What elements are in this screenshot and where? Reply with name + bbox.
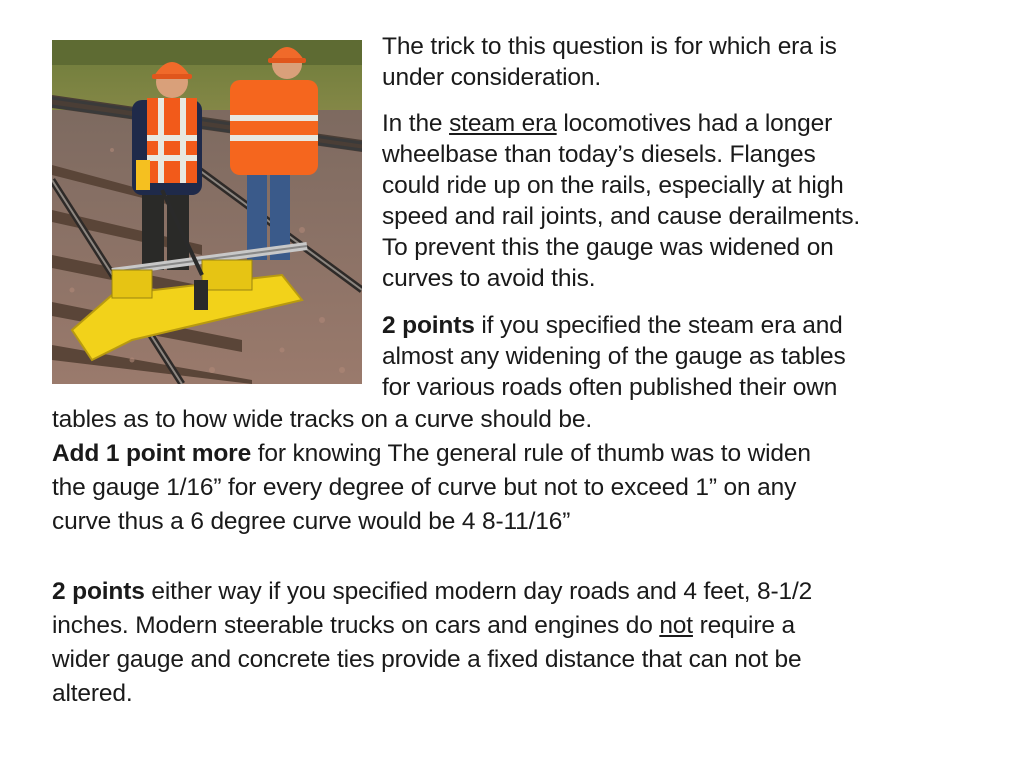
- track-workers-illustration: [52, 40, 362, 384]
- modern-line-1-rest: either way if you specified modern day roads and 4 feet, 8-1/2: [144, 578, 813, 605]
- steam-points-paragraph: [382, 310, 982, 403]
- extra-point-label: Add 1 point more: [52, 440, 252, 467]
- modern-paragraph: [52, 576, 992, 709]
- intro-line-2: under consideration.: [382, 64, 602, 91]
- modern-line-2-end: require a: [692, 612, 795, 639]
- modern-line-2: [52, 610, 992, 641]
- modern-line-2-start: inches. Modern steerable trucks on cars and engines do: [52, 612, 660, 639]
- steam-line-2: wheelbase than today’s diesels. Flanges: [382, 141, 816, 168]
- extra-line-1-rest: for knowing The general rule of thumb was to widen: [251, 440, 811, 467]
- steam-points-line-4: tables as to how wide tracks on a curve should be.: [52, 406, 592, 433]
- steam-era-term: steam era: [449, 110, 557, 137]
- steam-points-line-1-rest: if you specified the steam era and: [474, 312, 843, 339]
- extra-line-2: the gauge 1/16” for every degree of curve but not to exceed 1” on any: [52, 474, 797, 501]
- steam-points-label: 2 points: [382, 312, 475, 339]
- extra-line-3: curve thus a 6 degree curve would be 4 8-11/16”: [52, 508, 571, 535]
- intro-paragraph: [382, 31, 982, 93]
- modern-points-label: 2 points: [52, 578, 145, 605]
- extra-line-1: [52, 438, 992, 469]
- steam-line-5: To prevent this the gauge was widened on: [382, 234, 834, 261]
- steam-line-3: could ride up on the rails, especially at high: [382, 172, 844, 199]
- modern-line-4: altered.: [52, 680, 133, 707]
- not-emphasis: not: [659, 612, 693, 639]
- intro-line-1: The trick to this question is for which era is: [382, 33, 837, 60]
- steam-points-line-1: [382, 310, 982, 341]
- steam-points-line-2: almost any widening of the gauge as tables: [382, 343, 846, 370]
- full-width-text: [52, 404, 992, 537]
- steam-era-paragraph: [382, 108, 982, 294]
- modern-line-3: wider gauge and concrete ties provide a fixed distance that can not be: [52, 646, 802, 673]
- track-workers-photo: [52, 40, 362, 384]
- steam-line-1-start: In the: [382, 110, 450, 137]
- steam-line-1-end: locomotives had a longer: [556, 110, 833, 137]
- steam-line-4: speed and rail joints, and cause derailments.: [382, 203, 861, 230]
- steam-line-6: curves to avoid this.: [382, 265, 596, 292]
- steam-points-line-3: for various roads often published their own: [382, 374, 838, 401]
- modern-line-1: [52, 576, 992, 607]
- steam-line-1: [382, 108, 982, 139]
